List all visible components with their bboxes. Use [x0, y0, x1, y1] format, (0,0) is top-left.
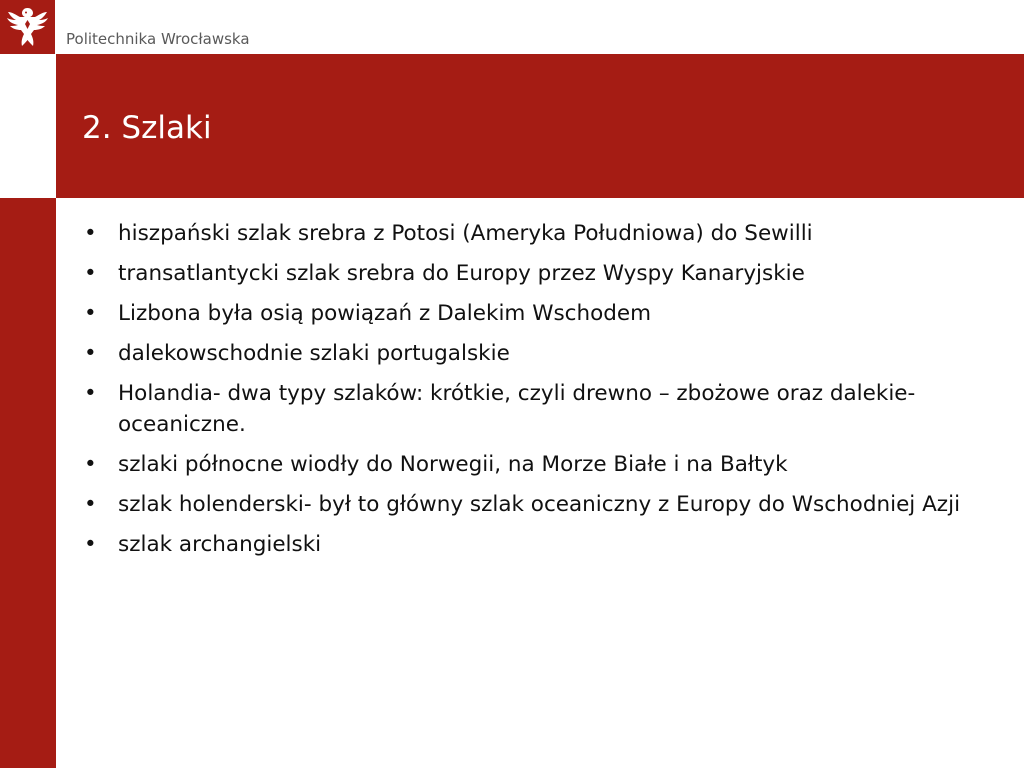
bullet-text: Lizbona była osią powiązań z Dalekim Wschodem [118, 301, 652, 326]
bullet-text: Holandia- dwa typy szlaków: krótkie, czyli drewno – zbożowe oraz dalekie- oceaniczne. [118, 381, 916, 437]
bullet-dot: • [84, 261, 97, 286]
bullet-dot: • [84, 301, 97, 326]
bullet-item [82, 338, 982, 369]
bullet-item [82, 449, 982, 480]
bullet-dot: • [84, 221, 97, 246]
bullet-item [82, 378, 982, 440]
logo-box [0, 0, 55, 54]
slide-content [82, 218, 982, 569]
bullet-text: szlak archangielski [118, 532, 322, 557]
bullet-dot: • [84, 452, 97, 477]
eagle-crest-icon [0, 0, 55, 54]
bullet-text: hiszpański szlak srebra z Potosi (Ameryka Południowa) do Sewilli [118, 221, 813, 246]
bullet-dot: • [84, 381, 97, 406]
bullet-text: transatlantycki szlak srebra do Europy przez Wyspy Kanaryjskie [118, 261, 805, 286]
bullet-item [82, 489, 982, 520]
bullet-dot: • [84, 341, 97, 366]
org-name: Politechnika Wrocławska [66, 30, 250, 48]
bullet-item [82, 298, 982, 329]
slide-title: 2. Szlaki [82, 110, 212, 146]
bullet-item [82, 218, 982, 249]
bullet-text: szlaki północne wiodły do Norwegii, na Morze Białe i na Bałtyk [118, 452, 788, 477]
bullet-text: szlak holenderski- był to główny szlak oceaniczny z Europy do Wschodniej Azji [118, 492, 961, 517]
bullet-dot: • [84, 532, 97, 557]
bullet-list [82, 218, 982, 560]
bullet-item [82, 258, 982, 289]
left-accent-band [0, 198, 56, 768]
bullet-dot: • [84, 492, 97, 517]
bullet-item [82, 529, 982, 560]
bullet-text: dalekowschodnie szlaki portugalskie [118, 341, 510, 366]
